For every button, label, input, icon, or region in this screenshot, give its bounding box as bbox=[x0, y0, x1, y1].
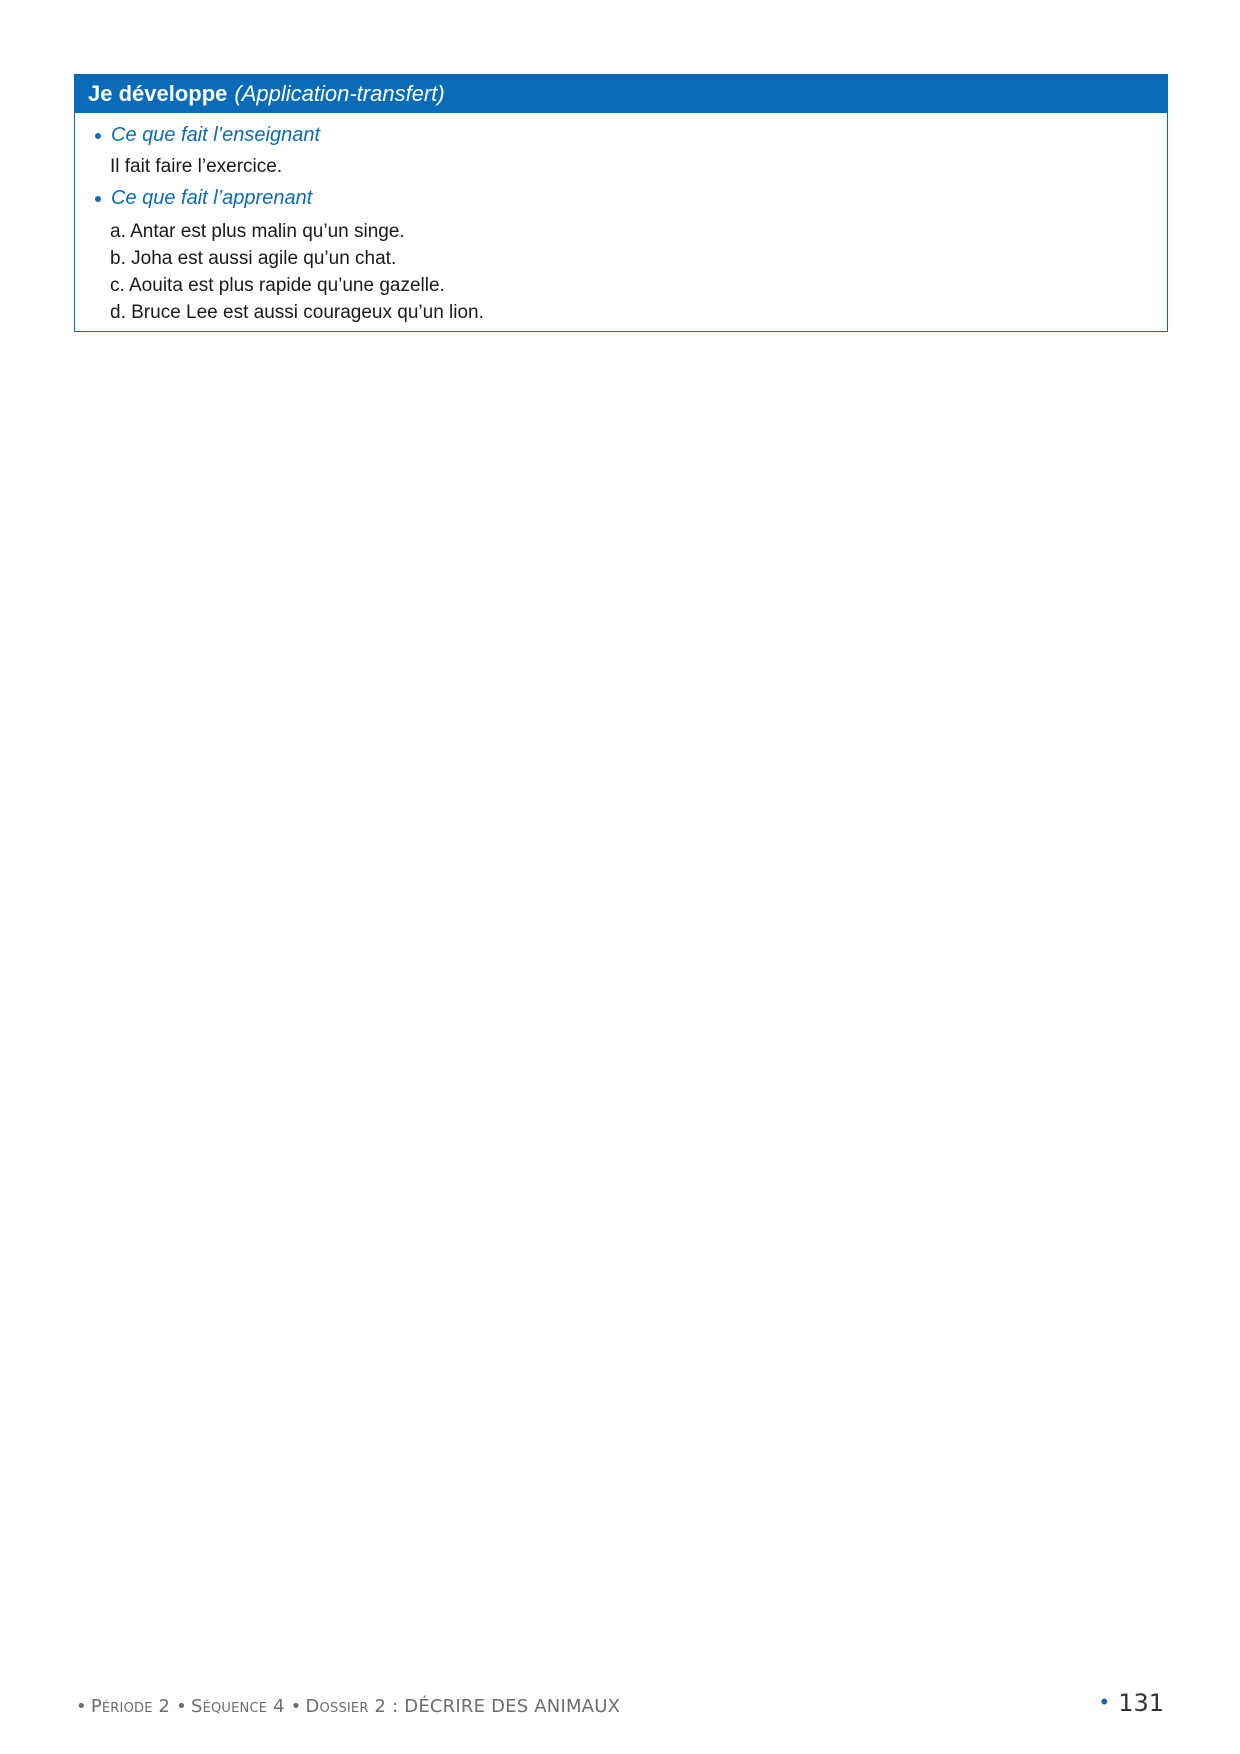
bullet-dot-icon: • bbox=[76, 1696, 87, 1717]
bullet-dot-icon bbox=[95, 133, 101, 139]
learner-heading bbox=[75, 184, 1167, 214]
section-subtitle: (Application-transfert) bbox=[234, 81, 445, 106]
answer-item: c. Aouita est plus rapide qu’une gazelle. bbox=[110, 275, 445, 296]
section-title: Je développe bbox=[88, 81, 228, 106]
bullet-dot-icon: • bbox=[1098, 1690, 1111, 1714]
answer-item: b. Joha est aussi agile qu’un chat. bbox=[110, 248, 397, 269]
bullet-dot-icon bbox=[95, 196, 101, 202]
answer-item: a. Antar est plus malin qu’un singe. bbox=[110, 221, 405, 242]
section-body bbox=[75, 113, 1167, 326]
footer-periode: Période 2 bbox=[90, 1696, 171, 1717]
footer-separator: : bbox=[392, 1696, 399, 1717]
section-header bbox=[75, 75, 1167, 113]
bullet-dot-icon: • bbox=[176, 1696, 187, 1717]
answer-item: d. Bruce Lee est aussi courageux qu’un lion. bbox=[110, 302, 484, 323]
footer-sequence: Séquence 4 bbox=[190, 1696, 285, 1717]
teacher-heading bbox=[75, 121, 1167, 151]
teacher-heading-text: Ce que fait l’enseignant bbox=[111, 124, 321, 146]
section-je-developpe bbox=[74, 74, 1168, 332]
learner-heading-text: Ce que fait l’apprenant bbox=[111, 187, 313, 209]
footer-theme: DÉCRIRE DES ANIMAUX bbox=[404, 1696, 621, 1717]
teacher-text: Il fait faire l’exercice. bbox=[110, 156, 283, 177]
page-number bbox=[1098, 1689, 1164, 1717]
footer-dossier: Dossier 2 bbox=[305, 1696, 387, 1717]
bullet-dot-icon: • bbox=[290, 1696, 302, 1717]
page-footer bbox=[76, 1696, 620, 1717]
answer-list bbox=[75, 218, 1167, 326]
page-number-value: 131 bbox=[1118, 1689, 1164, 1717]
